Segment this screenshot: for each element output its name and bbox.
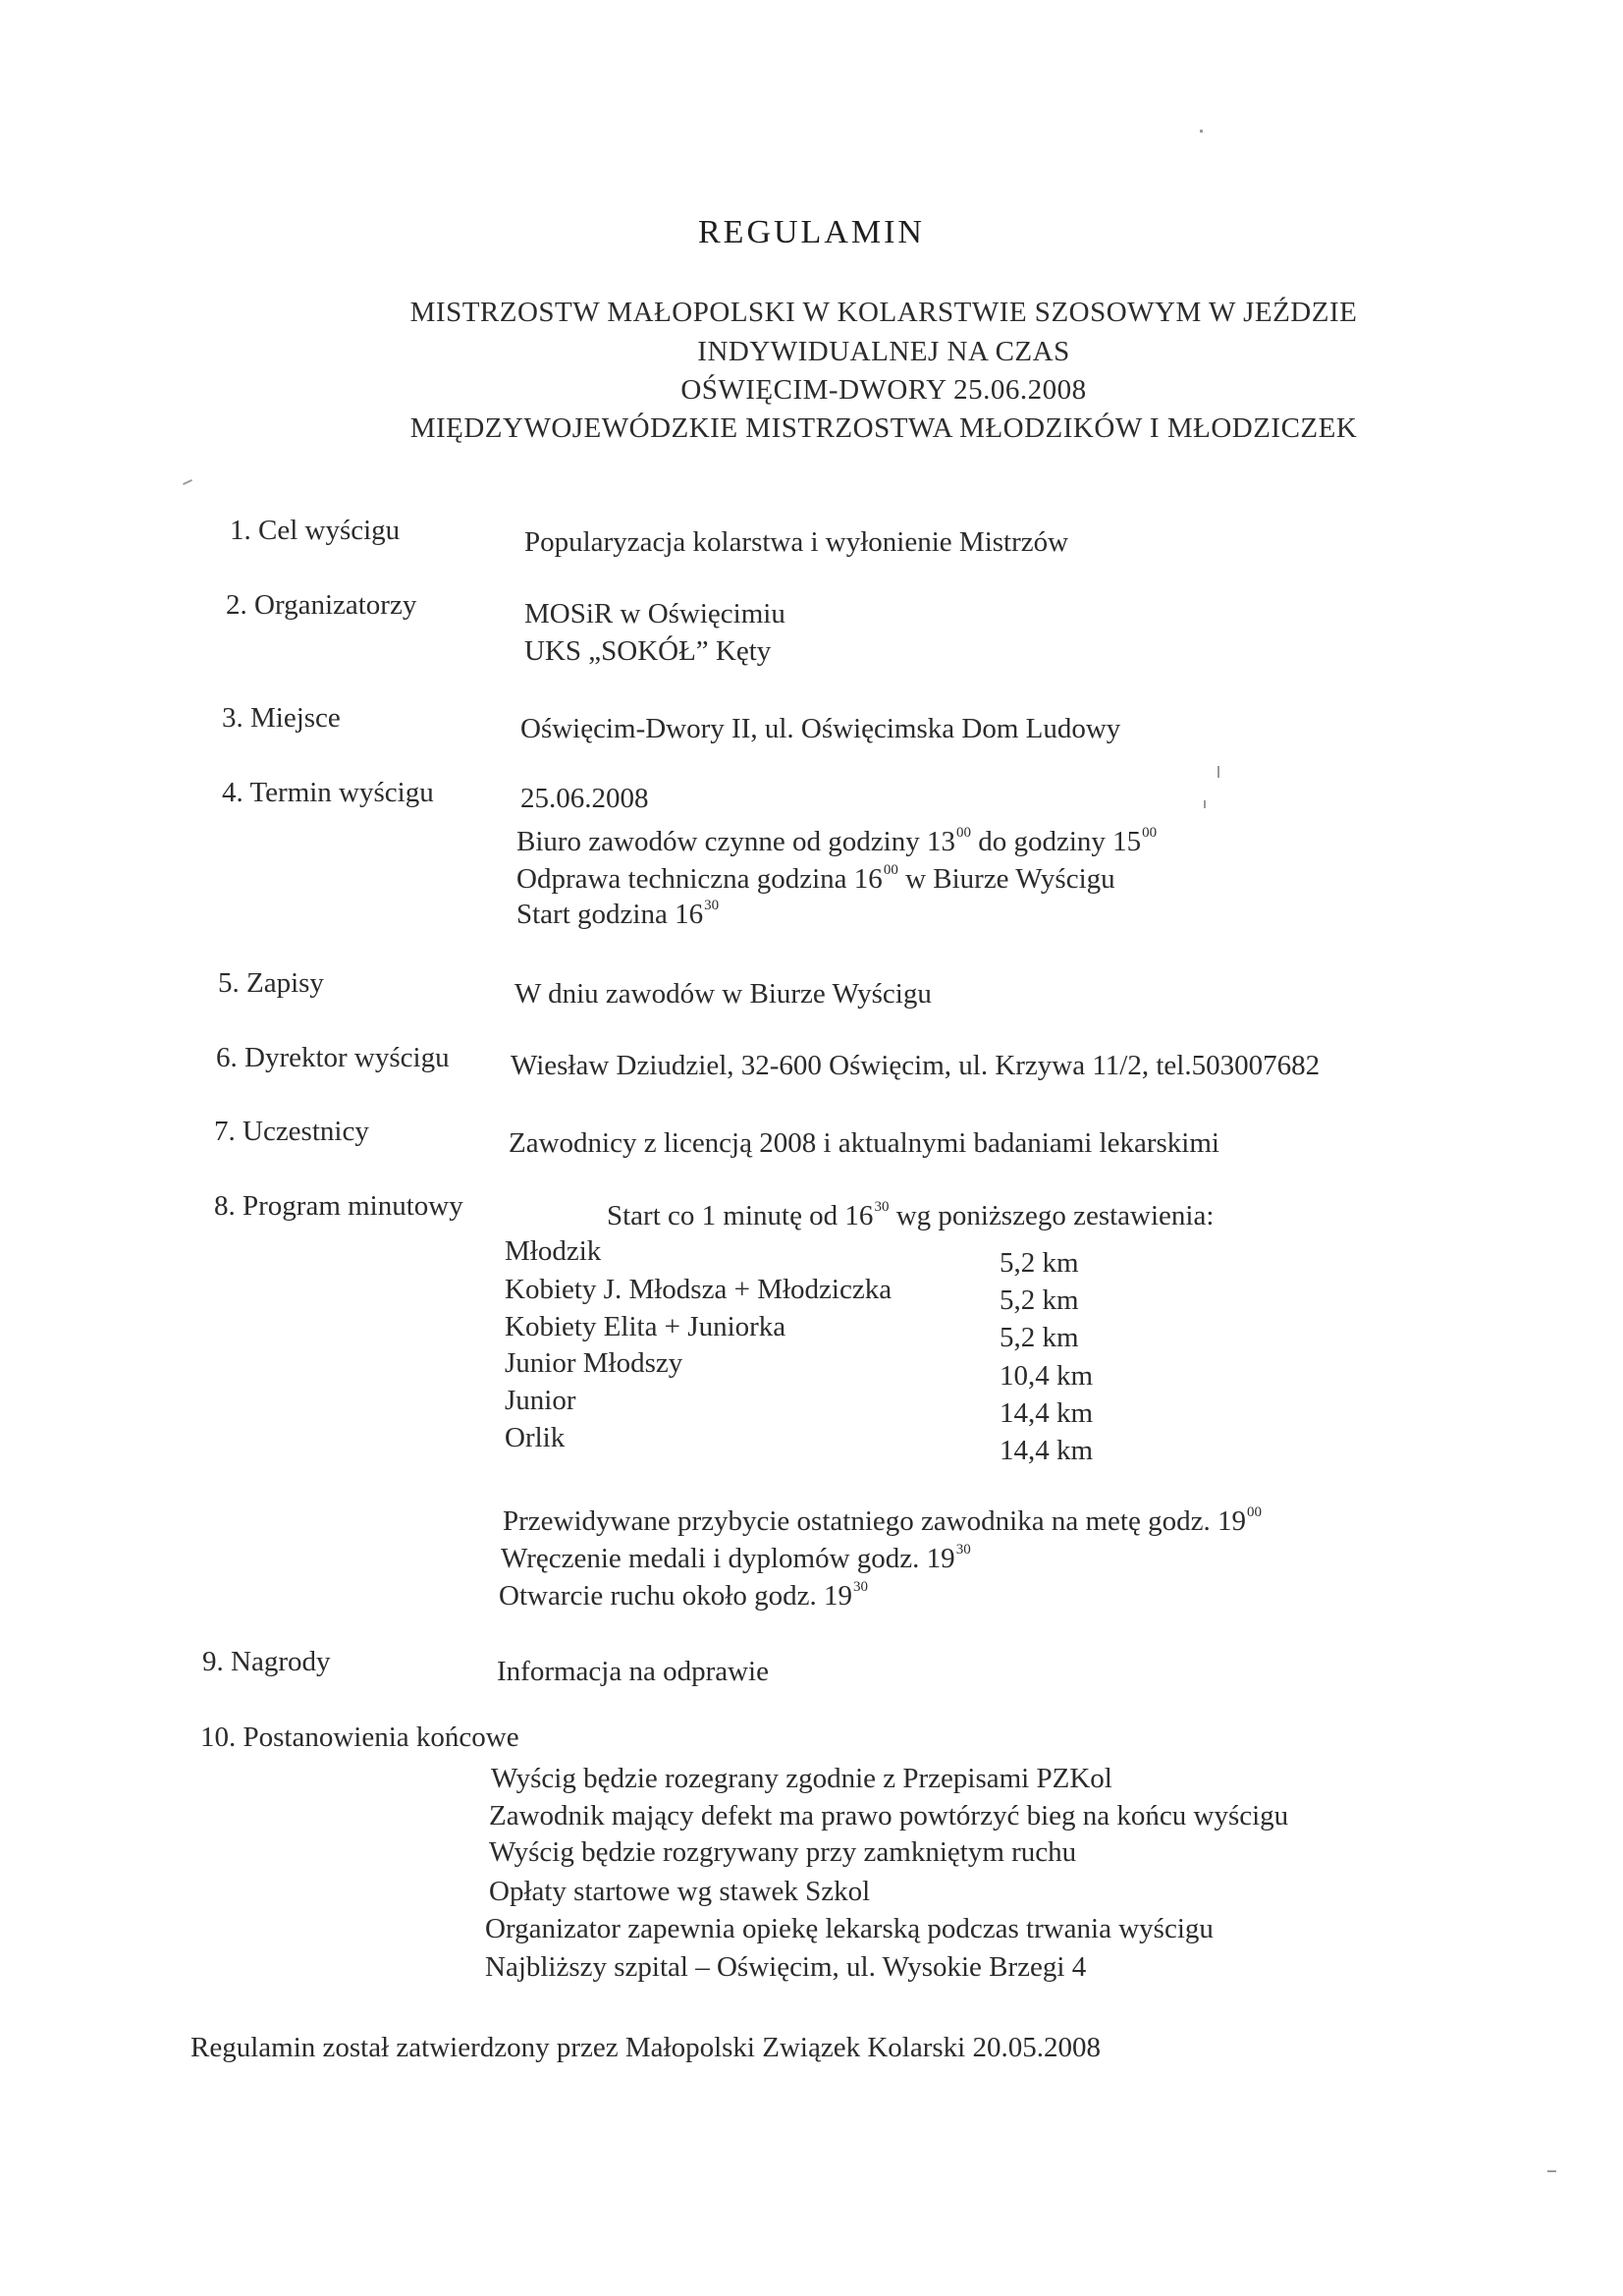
section-4-start: Start godzina $16^{30}$: [516, 898, 720, 930]
category-distance: 5,2 km: [1000, 1247, 1079, 1279]
section-5-value: W dniu zawodów w Biurze Wyścigu: [514, 978, 932, 1010]
section-1-label: 1. Cel wyścigu: [230, 515, 401, 546]
category-distance: 14,4 km: [1000, 1435, 1094, 1466]
section-8-ceremony: Wręczenie medali i dyplomów godz. $19^{30}$: [501, 1542, 971, 1574]
subtitle-line-4: MIĘDZYWOJEWÓDZKIE MISTRZOSTWA MŁODZIKÓW I MŁODZICZEK: [409, 412, 1358, 444]
section-3-label: 3. Miejsce: [222, 702, 341, 734]
section-7-value: Zawodnicy z licencją 2008 i aktualnymi badaniami lekarskimi: [509, 1127, 1219, 1159]
section-8-traffic: Otwarcie ruchu około godz. $19^{30}$: [499, 1579, 868, 1612]
scan-speck: [1200, 130, 1203, 133]
section-4-date: 25.06.2008: [520, 783, 649, 814]
scan-speck: [1547, 2170, 1556, 2172]
section-7-label: 7. Uczestnicy: [214, 1116, 369, 1147]
section-2-value-2: UKS „SOKÓŁ” Kęty: [524, 635, 772, 667]
category-name: Orlik: [505, 1422, 566, 1453]
document-title: REGULAMIN: [698, 214, 925, 250]
category-distance: 14,4 km: [1000, 1397, 1094, 1429]
subtitle-line-1: MISTRZOSTW MAŁOPOLSKI W KOLARSTWIE SZOSOWYM W JEŹDZIE: [409, 297, 1358, 328]
section-10-label: 10. Postanowienia końcowe: [200, 1722, 519, 1753]
scan-speck: [1204, 800, 1206, 808]
section-4-briefing: Odprawa techniczna godzina $16^{00}$ w Biurze Wyścigu: [516, 862, 1115, 895]
section-3-value: Oświęcim-Dwory II, ul. Oświęcimska Dom Ludowy: [520, 713, 1121, 744]
section-4-office-hours: Biuro zawodów czynne od godziny $13^{00}$ do godziny $15^{00}$: [516, 825, 1158, 857]
section-1-value: Popularyzacja kolarstwa i wyłonienie Mistrzów: [524, 526, 1069, 558]
category-distance: 5,2 km: [1000, 1322, 1079, 1353]
category-distance: 10,4 km: [1000, 1360, 1094, 1392]
section-9-value: Informacja na odprawie: [497, 1656, 769, 1687]
section-8-intro: Start co 1 minutę od $16^{30}$ wg poniższego zestawienia:: [607, 1199, 1215, 1231]
section-2-value-1: MOSiR w Oświęcimiu: [524, 598, 785, 629]
section-2-label: 2. Organizatorzy: [226, 589, 417, 621]
section-9-label: 9. Nagrody: [202, 1646, 331, 1677]
category-name: Kobiety Elita + Juniorka: [505, 1311, 786, 1342]
section-8-label: 8. Program minutowy: [214, 1190, 463, 1222]
section-10-item: Opłaty startowe wg stawek Szkol: [489, 1876, 871, 1907]
section-8-arrival: Przewidywane przybycie ostatniego zawodnika na metę godz. $19^{00}$: [503, 1504, 1262, 1537]
section-6-label: 6. Dyrektor wyścigu: [216, 1042, 450, 1073]
category-name: Młodzik: [505, 1235, 602, 1267]
section-4-label: 4. Termin wyścigu: [222, 777, 434, 808]
category-name: Kobiety J. Młodsza + Młodziczka: [505, 1274, 893, 1305]
section-10-item: Najbliższy szpital – Oświęcim, ul. Wysokie Brzegi 4: [485, 1951, 1087, 1983]
section-10-item: Wyścig będzie rozegrany zgodnie z Przepisami PZKol: [491, 1763, 1112, 1794]
section-10-item: Organizator zapewnia opiekę lekarską podczas trwania wyścigu: [485, 1913, 1214, 1944]
subtitle-line-3: OŚWIĘCIM-DWORY 25.06.2008: [680, 374, 1087, 406]
scan-speck: [1217, 766, 1219, 778]
subtitle-line-2: INDYWIDUALNEJ NA CZAS: [697, 336, 1070, 367]
approval-note: Regulamin został zatwierdzony przez Małopolski Związek Kolarski 20.05.2008: [190, 2032, 1101, 2063]
category-name: Junior Młodszy: [505, 1347, 683, 1379]
category-name: Junior: [505, 1385, 576, 1416]
category-distance: 5,2 km: [1000, 1285, 1079, 1316]
section-5-label: 5. Zapisy: [218, 967, 324, 999]
scan-speck: [183, 479, 192, 485]
section-10-item: Zawodnik mający defekt ma prawo powtórzyć bieg na końcu wyścigu: [489, 1800, 1289, 1831]
section-6-value: Wiesław Dziudziel, 32-600 Oświęcim, ul. Krzywa 11/2, tel.503007682: [511, 1050, 1321, 1081]
section-10-item: Wyścig będzie rozgrywany przy zamkniętym ruchu: [489, 1836, 1077, 1868]
